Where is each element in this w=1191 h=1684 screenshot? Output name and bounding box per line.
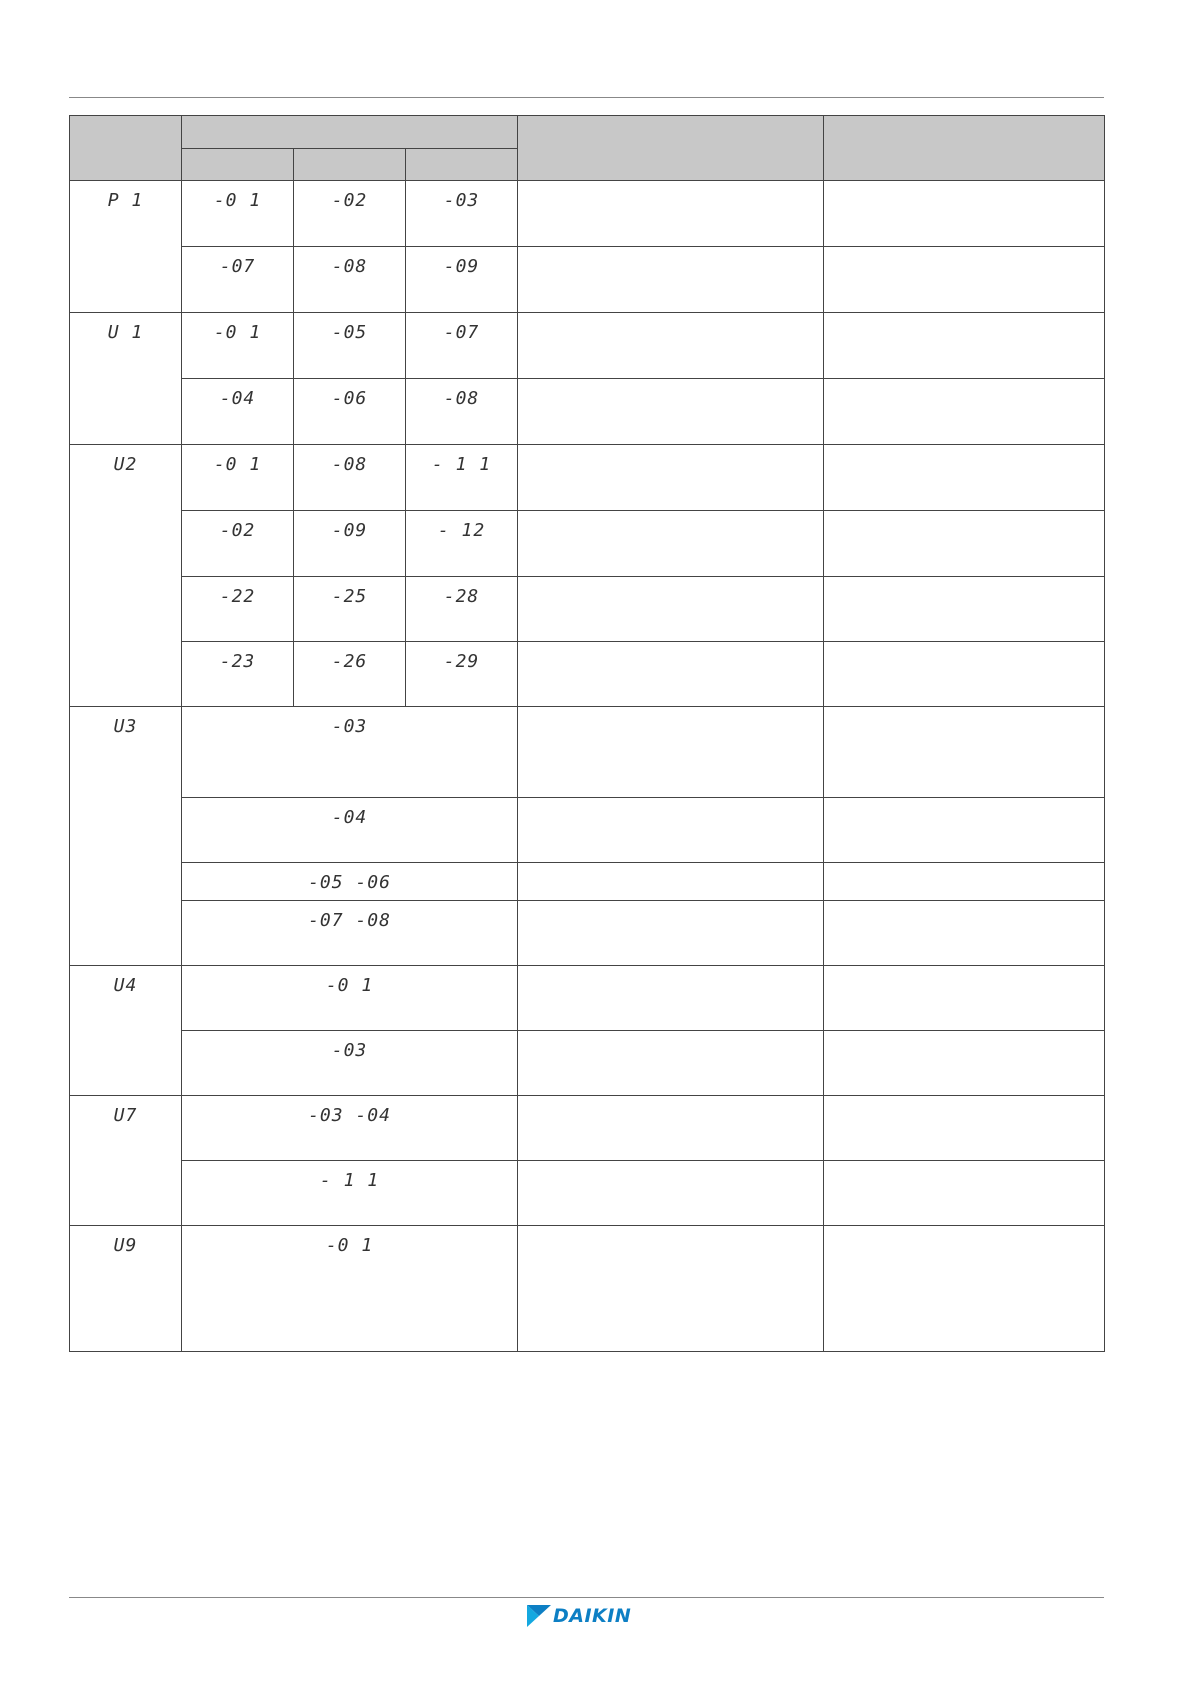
sub-code: - 12	[437, 520, 486, 541]
sub-code: -03 -04	[308, 1105, 391, 1126]
sub-code-cell	[294, 642, 406, 707]
sub-code: -26	[331, 651, 368, 672]
solution-cell	[824, 642, 1105, 707]
sub-code: -07 -08	[308, 910, 391, 931]
description-cell	[518, 901, 824, 966]
sub-code: -08	[331, 256, 368, 277]
sub-code: -0 1	[325, 1235, 374, 1256]
sub-code: -28	[443, 586, 480, 607]
error-code-table	[69, 115, 1105, 1352]
sub-code: -09	[443, 256, 480, 277]
sub-code: -02	[331, 190, 368, 211]
description-cell	[518, 247, 824, 313]
solution-cell	[824, 1226, 1105, 1352]
table-row	[70, 1226, 1105, 1352]
sub-code-cell	[182, 966, 518, 1031]
main-code-cell	[70, 966, 182, 1096]
sub-code-cell	[182, 1031, 518, 1096]
sub-code-cell	[182, 379, 294, 445]
main-code-cell	[70, 181, 182, 313]
description-cell	[518, 642, 824, 707]
main-code: U 1	[107, 322, 144, 343]
description-cell	[518, 707, 824, 798]
sub-code: -03	[331, 716, 368, 737]
description-cell	[518, 445, 824, 511]
sub-code-cell	[294, 379, 406, 445]
table-header-row	[70, 116, 1105, 149]
table-row	[70, 445, 1105, 511]
sub-code: -04	[331, 807, 368, 828]
sub-code-cell	[182, 863, 518, 901]
sub-code: -25	[331, 586, 368, 607]
header-description	[518, 116, 824, 181]
main-code: U9	[113, 1235, 138, 1256]
sub-code: -03	[331, 1040, 368, 1061]
sub-code-cell	[182, 313, 294, 379]
description-cell	[518, 1226, 824, 1352]
description-cell	[518, 798, 824, 863]
description-cell	[518, 1031, 824, 1096]
sub-code: -23	[219, 651, 256, 672]
description-cell	[518, 966, 824, 1031]
sub-code: -03	[443, 190, 480, 211]
solution-cell	[824, 863, 1105, 901]
description-cell	[518, 1161, 824, 1226]
description-cell	[518, 577, 824, 642]
table-row	[70, 1031, 1105, 1096]
sub-code: -07	[443, 322, 480, 343]
description-cell	[518, 181, 824, 247]
sub-code-cell	[406, 445, 518, 511]
header-sub-3	[406, 148, 518, 181]
sub-code-cell	[182, 511, 294, 577]
sub-code: -09	[331, 520, 368, 541]
daikin-logo	[527, 1603, 645, 1629]
description-cell	[518, 379, 824, 445]
header-solution	[824, 116, 1105, 181]
table-row	[70, 642, 1105, 707]
sub-code-cell	[182, 707, 518, 798]
table-row	[70, 577, 1105, 642]
table-row	[70, 313, 1105, 379]
main-code: U2	[113, 454, 138, 475]
main-code: P 1	[107, 190, 144, 211]
solution-cell	[824, 901, 1105, 966]
solution-cell	[824, 798, 1105, 863]
sub-code: - 1 1	[431, 454, 492, 475]
main-code-cell	[70, 707, 182, 966]
sub-code: -06	[331, 388, 368, 409]
description-cell	[518, 511, 824, 577]
header-rule	[69, 97, 1104, 98]
main-code-cell	[70, 313, 182, 445]
sub-code: -29	[443, 651, 480, 672]
solution-cell	[824, 313, 1105, 379]
solution-cell	[824, 247, 1105, 313]
sub-code-cell	[182, 1226, 518, 1352]
header-sub-2	[294, 148, 406, 181]
main-code: U3	[113, 716, 138, 737]
description-cell	[518, 863, 824, 901]
solution-cell	[824, 577, 1105, 642]
table-row	[70, 181, 1105, 247]
sub-code-cell	[294, 445, 406, 511]
sub-code-cell	[182, 1161, 518, 1226]
main-code-cell	[70, 1226, 182, 1352]
sub-code-cell	[182, 577, 294, 642]
sub-code: -02	[219, 520, 256, 541]
sub-code: -22	[219, 586, 256, 607]
sub-code-cell	[182, 642, 294, 707]
main-code-cell	[70, 445, 182, 707]
table-row	[70, 707, 1105, 798]
footer-rule	[69, 1597, 1104, 1598]
sub-code: - 1 1	[319, 1170, 380, 1191]
sub-code-cell	[406, 642, 518, 707]
main-code-cell	[70, 1096, 182, 1226]
table-row	[70, 863, 1105, 901]
solution-cell	[824, 379, 1105, 445]
sub-code: -0 1	[213, 190, 262, 211]
sub-code: -0 1	[213, 322, 262, 343]
sub-code-cell	[294, 577, 406, 642]
table-row	[70, 966, 1105, 1031]
solution-cell	[824, 966, 1105, 1031]
sub-code: -0 1	[213, 454, 262, 475]
sub-code-cell	[182, 247, 294, 313]
table-row	[70, 511, 1105, 577]
sub-code: -0 1	[325, 975, 374, 996]
table-row	[70, 798, 1105, 863]
sub-code-cell	[406, 511, 518, 577]
solution-cell	[824, 181, 1105, 247]
sub-code-cell	[182, 445, 294, 511]
table-row	[70, 901, 1105, 966]
main-code: U7	[113, 1105, 138, 1126]
header-sub-1	[182, 148, 294, 181]
sub-code: -05	[331, 322, 368, 343]
daikin-logo-text: DAIKIN	[553, 1605, 632, 1627]
sub-code: -04	[219, 388, 256, 409]
solution-cell	[824, 707, 1105, 798]
sub-code-cell	[182, 798, 518, 863]
header-sub-code	[182, 116, 518, 149]
solution-cell	[824, 445, 1105, 511]
sub-code-cell	[406, 379, 518, 445]
solution-cell	[824, 1096, 1105, 1161]
sub-code-cell	[182, 181, 294, 247]
sub-code: -07	[219, 256, 256, 277]
sub-code: -08	[443, 388, 480, 409]
header-main-code	[70, 116, 182, 181]
table-row	[70, 247, 1105, 313]
description-cell	[518, 313, 824, 379]
description-cell	[518, 1096, 824, 1161]
sub-code-cell	[406, 313, 518, 379]
solution-cell	[824, 1031, 1105, 1096]
sub-code-cell	[406, 181, 518, 247]
sub-code: -05 -06	[308, 872, 391, 893]
sub-code-cell	[182, 1096, 518, 1161]
sub-code-cell	[294, 247, 406, 313]
table-row	[70, 379, 1105, 445]
sub-code-cell	[294, 511, 406, 577]
solution-cell	[824, 511, 1105, 577]
sub-code-cell	[294, 181, 406, 247]
table-row	[70, 1161, 1105, 1226]
sub-code-cell	[182, 901, 518, 966]
sub-code: -08	[331, 454, 368, 475]
solution-cell	[824, 1161, 1105, 1226]
sub-code-cell	[406, 247, 518, 313]
daikin-logo-icon	[527, 1604, 551, 1628]
sub-code-cell	[294, 313, 406, 379]
main-code: U4	[113, 975, 138, 996]
table-row	[70, 1096, 1105, 1161]
sub-code-cell	[406, 577, 518, 642]
